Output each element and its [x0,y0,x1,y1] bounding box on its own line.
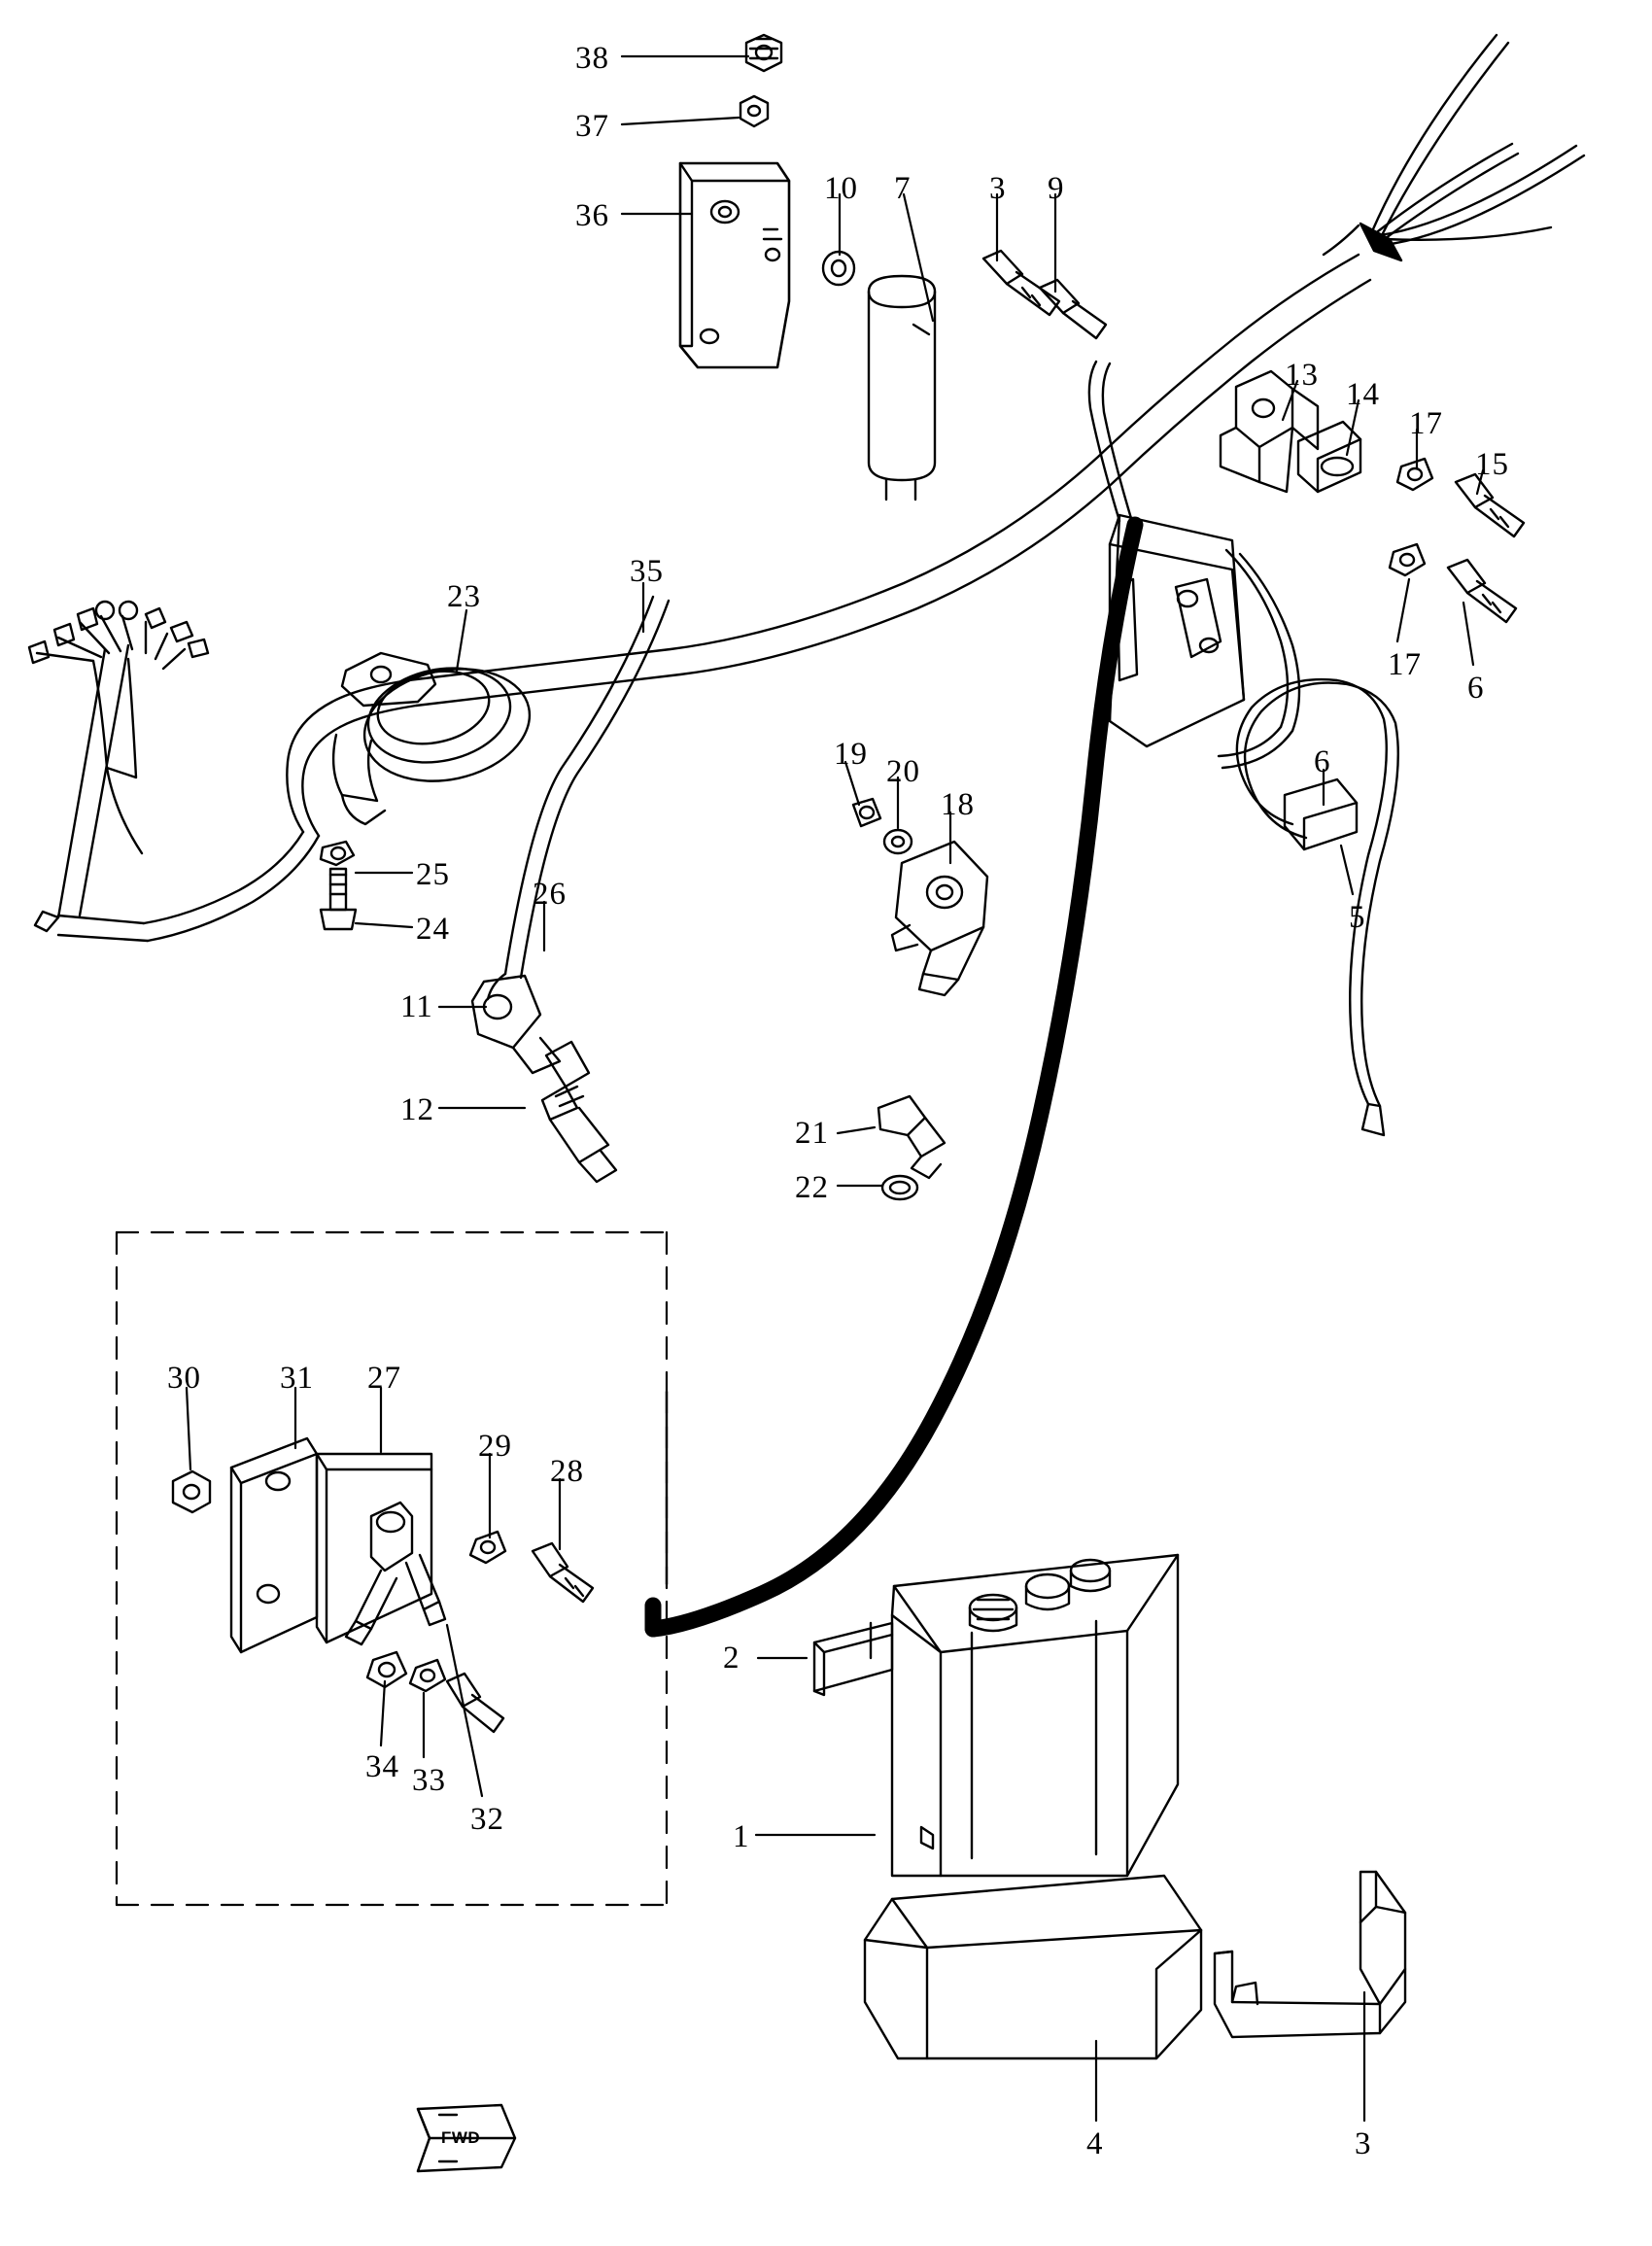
callout-number: 19 [834,737,868,772]
callout-number: 6 [1314,744,1331,779]
callout-leader-line [622,118,739,124]
part-34-washer [367,1652,406,1687]
part-22-oring [882,1176,917,1199]
callout-leader-line [381,1681,385,1745]
callout-number: 12 [400,1092,434,1127]
callout-number: 33 [412,1763,446,1798]
callout-number: 27 [367,1361,401,1396]
harness-main-sweep [58,255,1370,941]
part-33-washer [410,1660,445,1691]
callout-leader-line [447,1625,482,1796]
part-10-grommet [823,252,854,285]
part-29-washer [470,1532,505,1563]
callout-number: 5 [1349,900,1366,935]
part-37-nut [740,96,768,126]
part-15-bolt [1456,474,1524,536]
callout-number: 26 [533,877,567,912]
callout-number: 15 [1475,447,1509,482]
callout-number: 29 [478,1429,512,1464]
callout-leader-line [457,610,466,671]
part-36-bracket [680,163,789,367]
part-24-bolt [321,869,356,929]
inset-dashed-box [117,1232,667,1905]
fwd-orientation-label: FWD [441,2128,481,2147]
part-28-bolt [533,1543,593,1602]
callout-number: 17 [1388,647,1422,682]
part-32-resistor [346,1503,445,1644]
callout-leader-line [1397,579,1409,641]
part-2-strap [814,1623,892,1695]
callout-leader-line [187,1388,190,1469]
callout-number: 24 [416,912,450,947]
callout-leader-line [838,1127,875,1133]
part-17-washer-b [1390,544,1425,575]
callout-number: 2 [723,1641,740,1676]
callout-number: 32 [470,1802,504,1837]
callout-number: 28 [550,1454,584,1489]
callout-number: 21 [795,1116,829,1151]
callout-number: 4 [1086,2126,1104,2161]
callout-number: 13 [1285,358,1319,393]
part-26-lead [488,597,669,999]
callout-number: 11 [400,989,433,1024]
battery-cable [653,525,1135,1629]
callout-number: 9 [1048,171,1065,206]
part-31-bracket [231,1438,317,1652]
callout-leader-line [1463,603,1473,665]
callout-number: 14 [1346,377,1380,412]
callout-number: 23 [447,579,481,614]
part-7-coil [869,276,935,500]
part-20-washer [884,830,912,853]
callout-number: 37 [575,109,609,144]
harness-left-wire-fan [29,602,208,931]
part-17-washer-a [1397,459,1432,490]
part-33-bolt [447,1674,503,1732]
callout-number: 31 [280,1361,314,1396]
part-19-screw [853,799,880,826]
callout-number: 3 [989,171,1007,206]
callout-number: 36 [575,198,609,233]
part-6-connector [1285,779,1357,849]
part-1-battery [892,1555,1178,1876]
callout-number: 10 [824,171,858,206]
part-27-plate [317,1454,431,1642]
part-9-screw [1040,280,1106,338]
callout-leader-line [904,194,933,321]
part-30-nut [173,1471,210,1512]
part-4-tray [865,1876,1201,2058]
callout-number: 6 [1467,671,1485,706]
part-25-washer [321,842,354,865]
callout-number: 38 [575,41,609,76]
part-21-fitting [878,1096,945,1178]
callout-number: 20 [886,754,920,789]
callout-number: 34 [365,1749,399,1784]
part-23-horn [333,653,540,824]
callout-number: 17 [1409,406,1443,441]
callout-number: 1 [733,1819,750,1854]
part-18-switch [892,842,987,995]
part-6-bolt [1448,560,1516,622]
callout-number: 30 [167,1361,201,1396]
part-3-holder [1215,1872,1405,2037]
callout-number: 25 [416,857,450,892]
callout-number: 3 [1355,2126,1372,2161]
callout-leader-line [1341,846,1353,894]
part-38-nut [746,35,781,71]
harness-main-right [1324,35,1584,260]
callout-number: 35 [630,554,664,589]
callout-number: 22 [795,1170,829,1205]
callout-number: 7 [894,171,912,206]
callout-number: 18 [941,787,975,822]
callout-leader-line [356,923,412,927]
